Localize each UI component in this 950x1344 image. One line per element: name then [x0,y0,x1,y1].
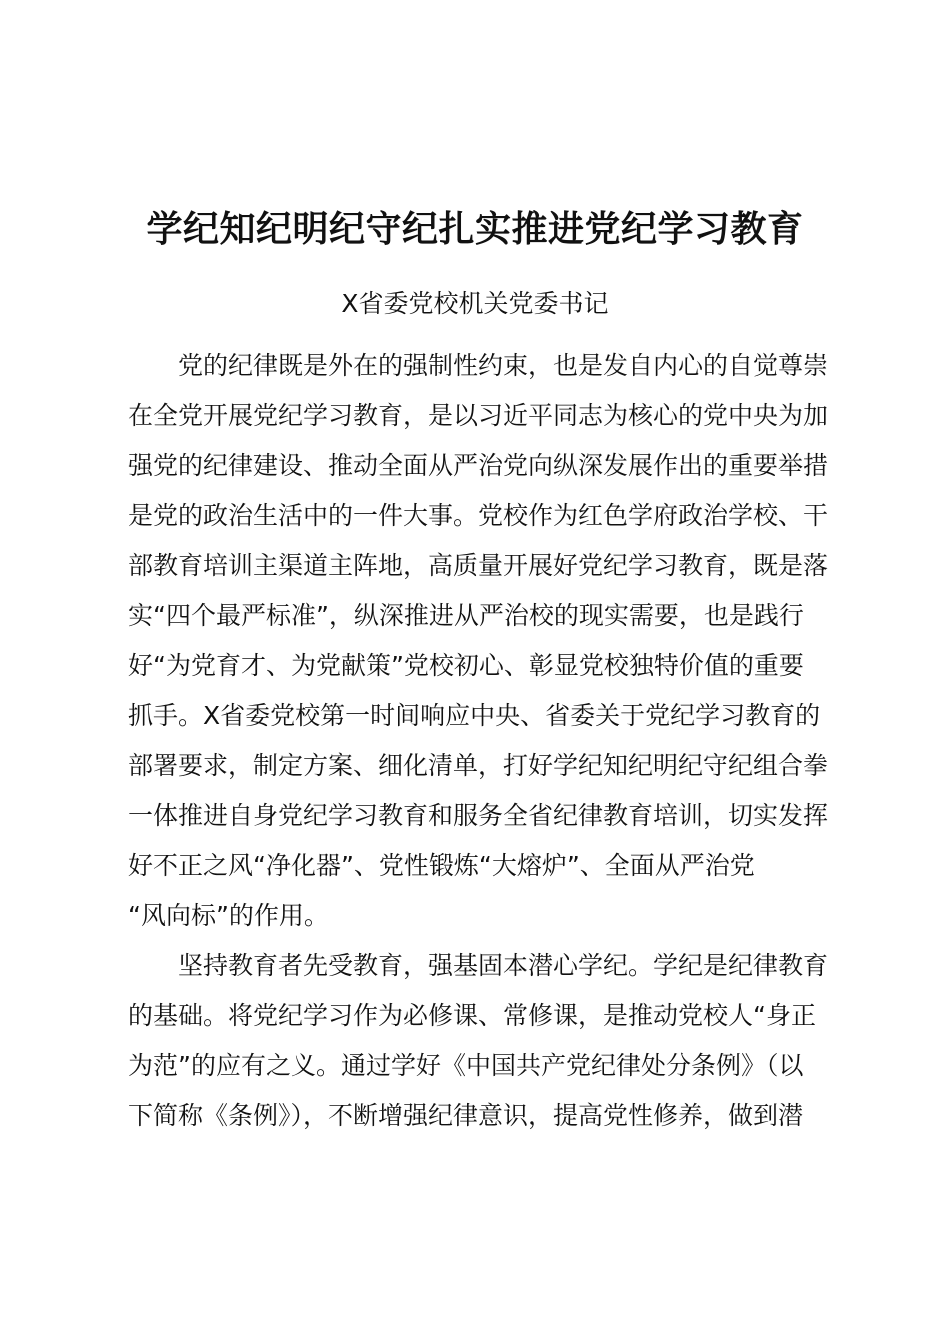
body-line: 实“四个最严标准”，纵深推进从严治校的现实需要，也是践行 [128,601,804,630]
body-line: 下简称《条例》），不断增强纪律意识，提高党性修养，做到潜 [128,1101,804,1130]
body-line: 好不正之风“净化器”、党性锻炼“大熔炉”、全面从严治党 [128,851,755,880]
body-line: 坚持教育者先受教育，强基固本潜心学纪。学纪是纪律教育 [178,951,829,980]
body-line: 为范”的应有之义。通过学好《中国共产党纪律处分条例》（以 [128,1051,804,1080]
document-title: 学纪知纪明纪守纪扎实推进党纪学习教育 [146,209,804,250]
body-line: 的基础。将党纪学习作为必修课、常修课，是推动党校人“身正 [128,1001,816,1030]
author-byline: X省委党校机关党委书记 [341,289,609,318]
body-line: 在全党开展党纪学习教育，是以习近平同志为核心的党中央为加 [128,401,829,430]
body-line: 强党的纪律建设、推动全面从严治党向纵深发展作出的重要举措 [128,451,829,480]
body-line: 抓手。X省委党校第一时间响应中央、省委关于党纪学习教育的 [128,701,821,730]
body-line: “风向标”的作用。 [128,901,329,930]
body-line: 是党的政治生活中的一件大事。党校作为红色学府政治学校、干 [128,501,829,530]
body-line: 部署要求，制定方案、细化清单，打好学纪知纪明纪守纪组合拳 [128,751,829,780]
body-line: 党的纪律既是外在的强制性约束，也是发自内心的自觉尊崇 [178,351,829,380]
body-line: 一体推进自身党纪学习教育和服务全省纪律教育培训，切实发挥 [128,801,829,830]
body-line: 部教育培训主渠道主阵地，高质量开展好党纪学习教育，既是落 [128,551,829,580]
body-line: 好“为党育才、为党献策”党校初心、彰显党校独特价值的重要 [128,651,804,680]
